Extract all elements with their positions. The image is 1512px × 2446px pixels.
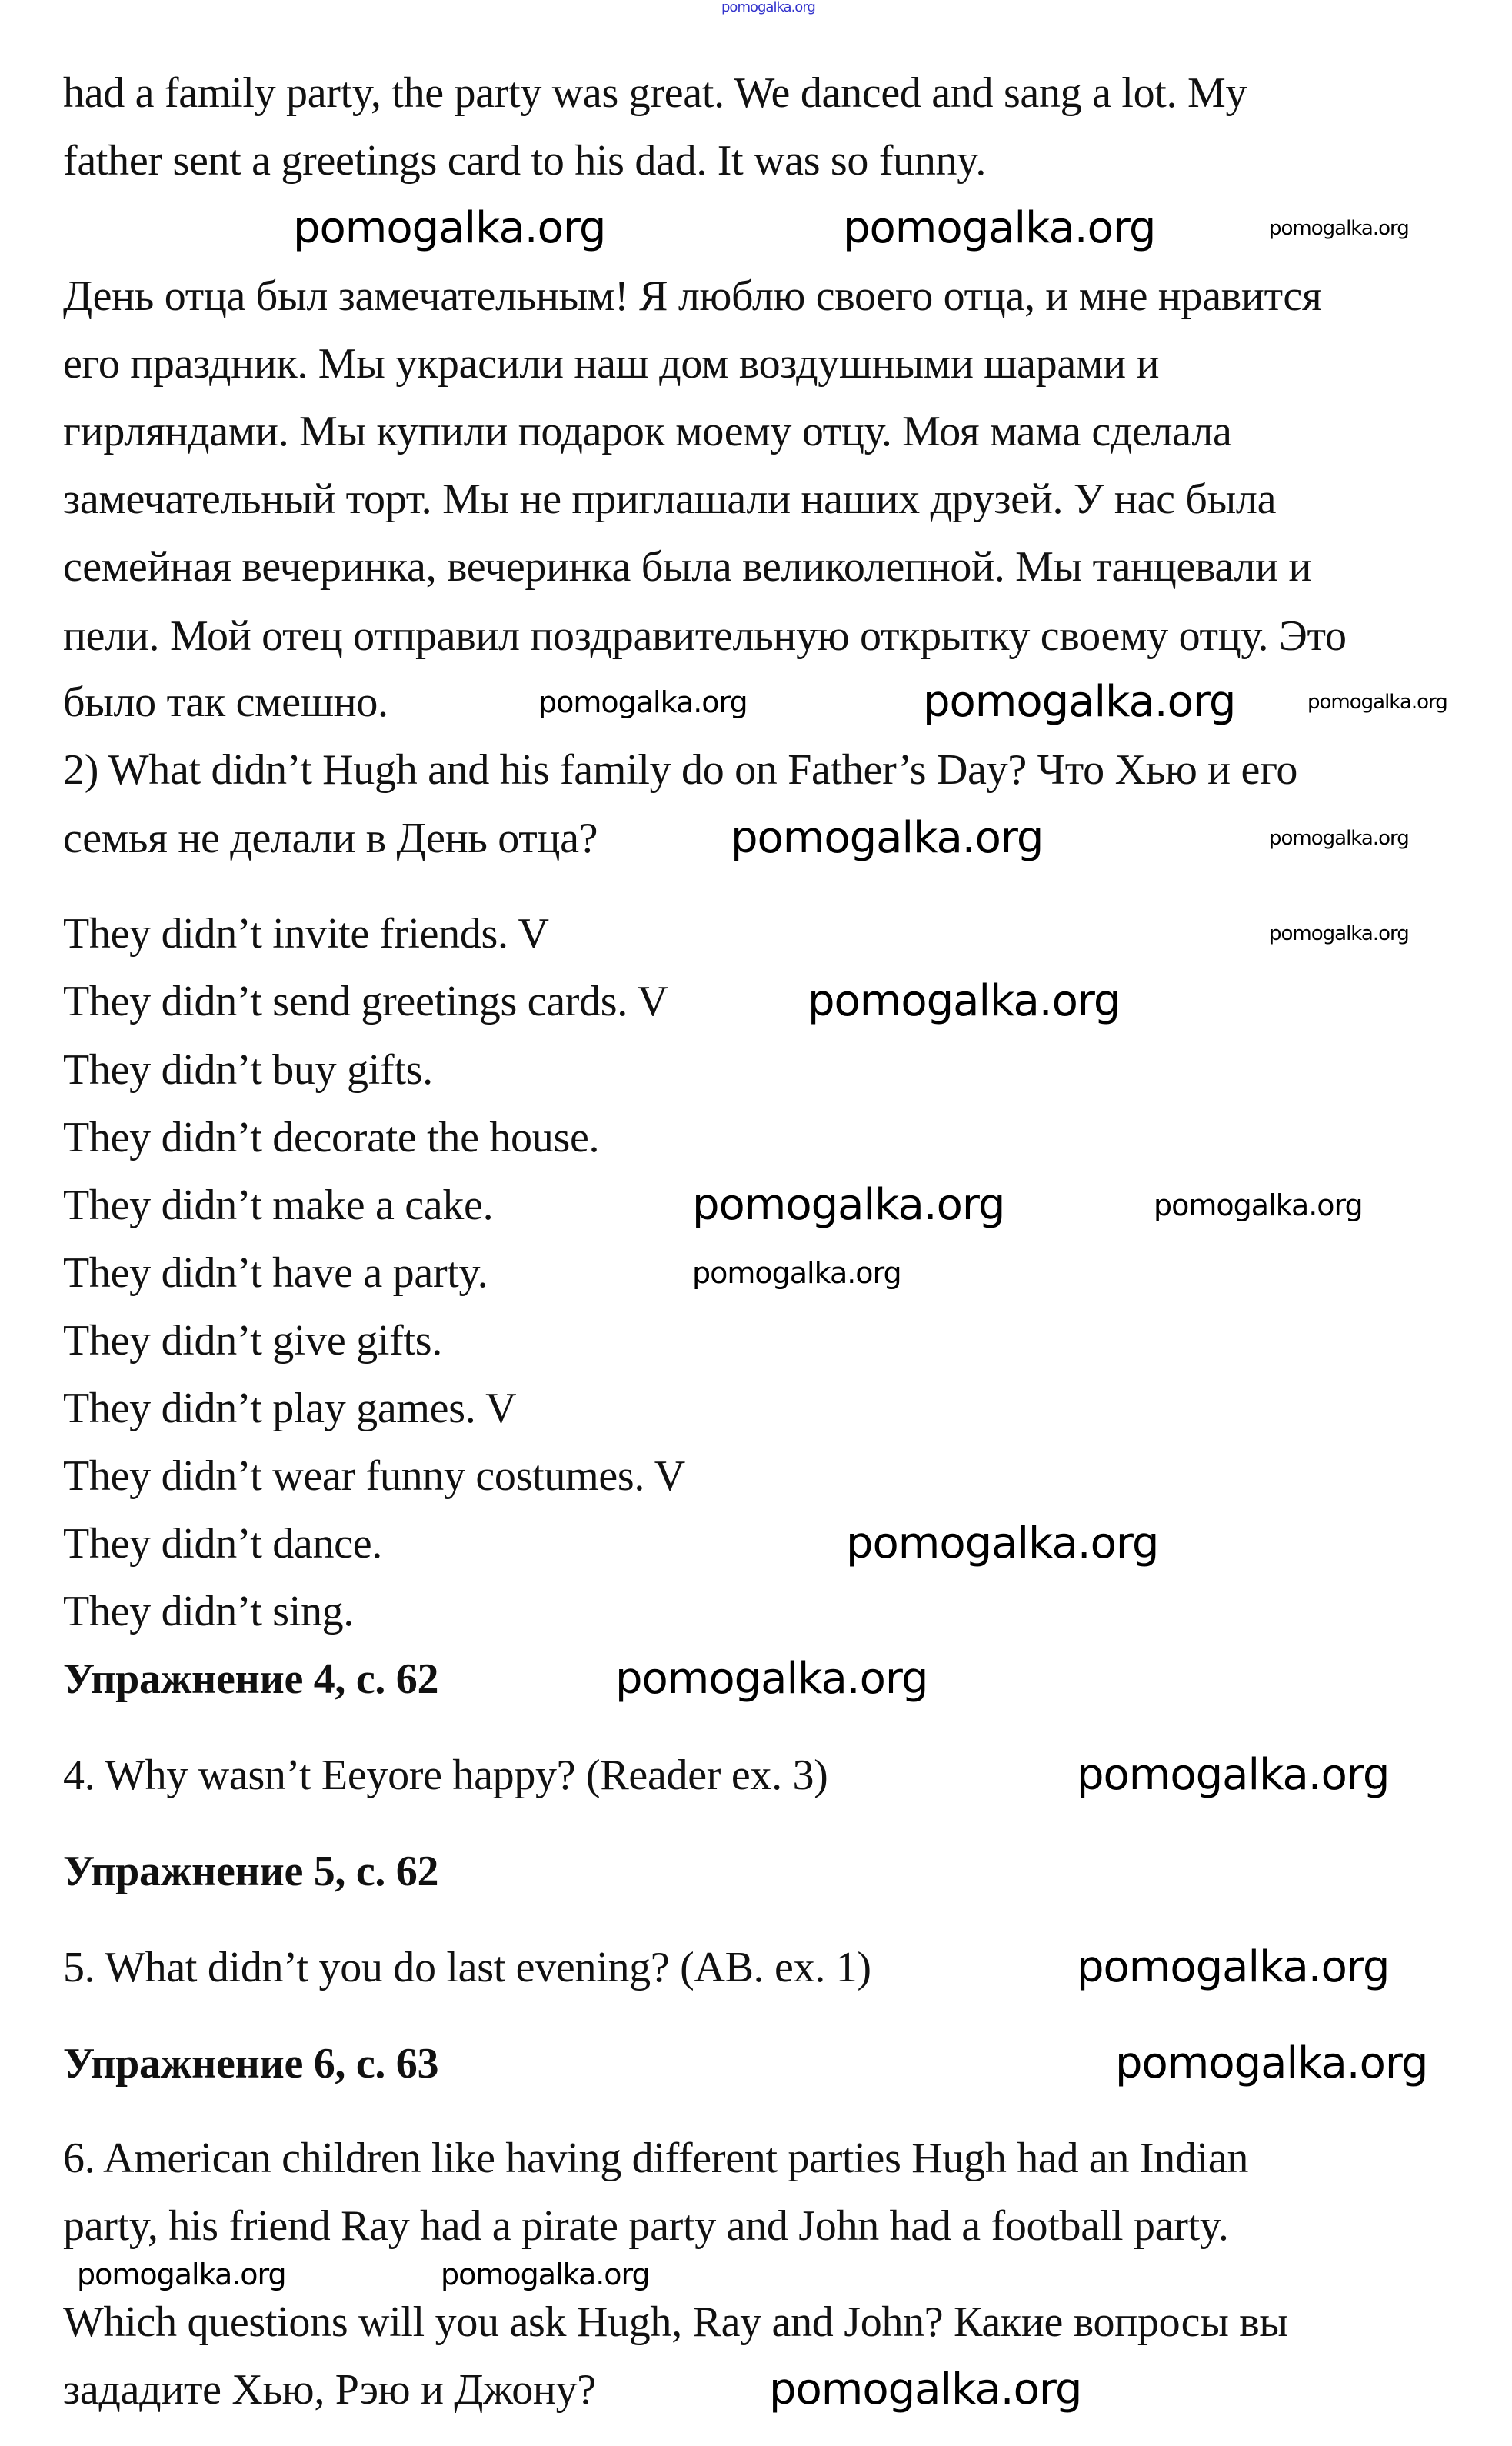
watermark: pomogalka.org xyxy=(1115,2038,1428,2088)
text-line: 4. Why wasn’t Eeyore happy? (Reader ex. 3) xyxy=(63,1751,828,1799)
watermark: pomogalka.org xyxy=(1077,1942,1390,1992)
text-line: They didn’t make a cake. xyxy=(63,1181,494,1229)
text-line: пели. Мой отец отправил поздравительную открытку своему отцу. Это xyxy=(63,612,1347,660)
text-line: They didn’t dance. xyxy=(63,1520,382,1568)
text-line: had a family party, the party was great. We danced and sang a lot. My xyxy=(63,69,1247,117)
text-line: They didn’t buy gifts. xyxy=(63,1046,433,1094)
section-heading: Упражнение 5, с. 62 xyxy=(63,1848,439,1895)
watermark: pomogalka.org xyxy=(769,2364,1082,2414)
watermark: pomogalka.org xyxy=(441,2258,650,2291)
watermark: pomogalka.org xyxy=(1269,217,1409,240)
text-line: Which questions will you ask Hugh, Ray and John? Какие вопросы вы xyxy=(63,2298,1288,2346)
watermark: pomogalka.org xyxy=(538,685,748,719)
text-line: зададите Хью, Рэю и Джону? xyxy=(63,2366,596,2414)
text-line: They didn’t give gifts. xyxy=(63,1317,442,1365)
text-line: They didn’t have a party. xyxy=(63,1249,488,1297)
watermark: pomogalka.org xyxy=(1269,827,1409,850)
text-line: father sent a greetings card to his dad. It was so funny. xyxy=(63,137,987,185)
watermark: pomogalka.org xyxy=(721,0,815,15)
text-line: They didn’t wear funny costumes. V xyxy=(63,1452,685,1500)
watermark: pomogalka.org xyxy=(846,1518,1159,1568)
text-line: They didn’t invite friends. V xyxy=(63,910,549,958)
watermark: pomogalka.org xyxy=(615,1654,928,1704)
watermark: pomogalka.org xyxy=(692,1180,1005,1230)
watermark: pomogalka.org xyxy=(1154,1188,1363,1222)
text-line: семейная вечеринка, вечеринка была великолепной. Мы танцевали и xyxy=(63,543,1312,591)
watermark: pomogalka.org xyxy=(1269,922,1409,945)
text-line: семья не делали в День отца? xyxy=(63,815,598,862)
text-line: They didn’t send greetings cards. V xyxy=(63,978,668,1025)
watermark: pomogalka.org xyxy=(293,203,606,253)
text-line: замечательный торт. Мы не приглашали наших друзей. У нас была xyxy=(63,475,1277,523)
text-line: День отца был замечательным! Я люблю своего отца, и мне нравится xyxy=(63,272,1322,320)
text-line: гирляндами. Мы купили подарок моему отцу. Моя мама сделала xyxy=(63,408,1232,455)
watermark: pomogalka.org xyxy=(77,2258,286,2291)
text-line: 2) What didn’t Hugh and his family do on Father’s Day? Что Хью и его xyxy=(63,746,1298,794)
watermark: pomogalka.org xyxy=(1077,1750,1390,1800)
text-line: 6. American children like having different parties Hugh had an Indian xyxy=(63,2134,1249,2182)
watermark: pomogalka.org xyxy=(843,203,1156,253)
watermark: pomogalka.org xyxy=(808,976,1121,1026)
text-line: было так смешно. xyxy=(63,678,388,726)
text-line: 5. What didn’t you do last evening? (AB. ex. 1) xyxy=(63,1944,871,1991)
section-heading: Упражнение 4, с. 62 xyxy=(63,1655,439,1703)
section-heading: Упражнение 6, с. 63 xyxy=(63,2040,439,2088)
text-line: party, his friend Ray had a pirate party and John had a football party. xyxy=(63,2202,1229,2250)
watermark: pomogalka.org xyxy=(923,677,1236,727)
text-line: They didn’t decorate the house. xyxy=(63,1114,600,1161)
text-line: его праздник. Мы украсили наш дом воздушными шарами и xyxy=(63,340,1160,388)
watermark: pomogalka.org xyxy=(731,813,1044,863)
watermark: pomogalka.org xyxy=(1307,691,1447,714)
text-line: They didn’t play games. V xyxy=(63,1385,517,1432)
watermark: pomogalka.org xyxy=(692,1256,901,1290)
text-line: They didn’t sing. xyxy=(63,1588,355,1635)
